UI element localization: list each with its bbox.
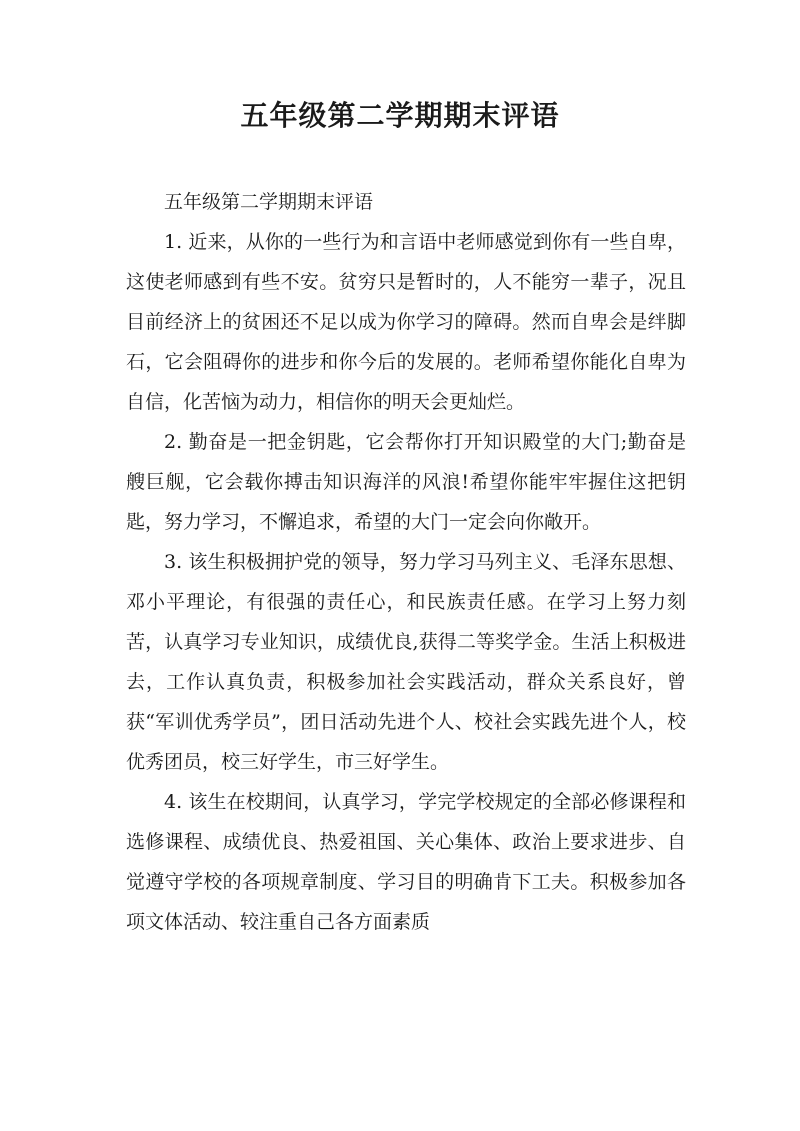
paragraph-comment-2: 2. 勤奋是一把金钥匙，它会帮你打开知识殿堂的大门;勤奋是艘巨舰，它会载你搏击知识海洋的风浪!希望你能牢牢握住这把钥匙，努力学习，不懈追求，希望的大门一定会向你敞开。 [126, 431, 686, 533]
paragraph-comment-4: 4. 该生在校期间，认真学习，学完学校规定的全部必修课程和选修课程、成绩优良、热爱祖国、关心集体、政治上要求进步、自觉遵守学校的各项规章制度、学习目的明确肯下工夫。积极参加各项文体活动、较注重自己各方面素质 [126, 791, 686, 933]
document-body [126, 182, 686, 942]
document-title: 五年级第二学期期末评语 [240, 99, 560, 132]
paragraph-subtitle: 五年级第二学期期末评语 [164, 191, 374, 213]
paragraph-comment-1: 1. 近来，从你的一些行为和言语中老师感觉到你有一些自卑，这使老师感到有些不安。贫穷只是暂时的，人不能穷一辈子，况且目前经济上的贫困还不足以成为你学习的障碍。然而自卑会是绊脚石，它会阻碍你的进步和你今后的发展的。老师希望你能化自卑为自信，化苦恼为动力，相信你的明天会更灿烂。 [126, 231, 686, 413]
paragraph-comment-3: 3. 该生积极拥护党的领导，努力学习马列主义、毛泽东思想、邓小平理论，有很强的责任心，和民族责任感。在学习上努力刻苦，认真学习专业知识，成绩优良,获得二等奖学金。生活上积极进去，工作认真负责，积极参加社会实践活动，群众关系良好，曾获“军训优秀学员”，团日活动先进个人、校社会实践先进个人，校优秀团员，校三好学生，市三好学生。 [126, 551, 686, 773]
